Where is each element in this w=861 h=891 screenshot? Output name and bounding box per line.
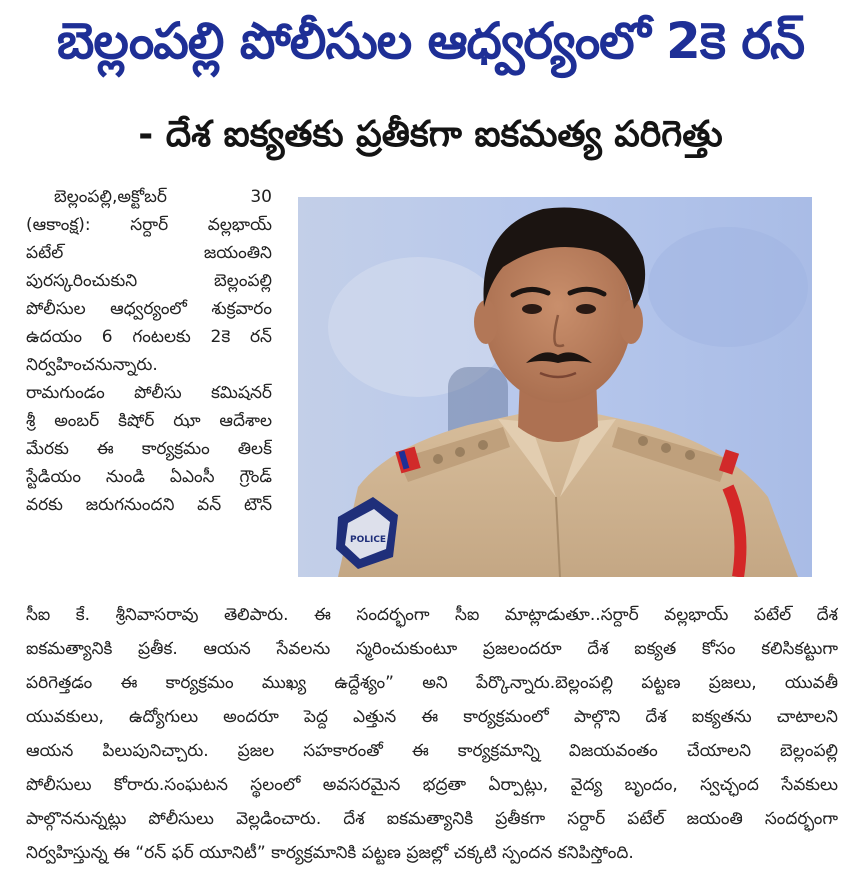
text-line: నిర్వహిస్తున్న ఈ “రన్ ఫర్ యూనిటీ” కార్యక్రమానికి పట్టణ ప్రజల్లో చక్కటి స్పందన కనిపిస్తోంది. [26, 843, 634, 863]
text-line: పోలీసుల ఆధ్వర్యంలో శుక్రవారం [26, 299, 272, 319]
text-line: మేరకు ఈ కార్యక్రమం తిలక్ [26, 439, 272, 459]
left-column-text [26, 183, 272, 519]
headline: బెల్లంపల్లి పోలీసుల ఆధ్వర్యంలో 2కె రన్ [56, 12, 805, 70]
svg-text:POLICE: POLICE [350, 535, 387, 545]
text-line: పటేల్ జయంతిని [26, 243, 272, 263]
subheadline: - దేశ ఐక్యతకు ప్రతీకగా ఐకమత్య పరిగెత్తు [138, 114, 723, 155]
text-line: పోలీసులు కోరారు.సంఘటన స్థలంలో అవసరమైన భద్రతా ఏర్పాట్లు, వైద్య బృందం, స్వచ్ఛంద సేవకులు [26, 775, 838, 795]
text-line: స్టేడియం నుండి ఏఎంసీ గ్రౌండ్ [26, 467, 272, 487]
text-line: పాల్గొననున్నట్లు పోలీసులు వెల్లడించారు. దేశ ఐకమత్యానికి ప్రతీకగా సర్దార్ పటేల్ జయంతి సందర్భంగా [26, 809, 838, 829]
text-line: ఐకమత్యానికి ప్రతీక. ఆయన సేవలను స్మరించుకుంటూ ప్రజలందరూ దేశ ఐక్యత కోసం కలిసికట్టుగా [26, 639, 838, 659]
text-line: వరకు జరుగనుందని వన్ టౌన్ [26, 495, 272, 515]
text-line: యువకులు, ఉద్యోగులు అందరూ పెద్ద ఎత్తున ఈ కార్యక్రమంలో పాల్గొని దేశ ఐక్యతను చాటాలని [26, 707, 838, 727]
officer-photo [298, 197, 812, 577]
officer-portrait [298, 197, 812, 577]
text-line: బెల్లంపల్లి,అక్టోబర్ 30 [54, 187, 272, 207]
text-line: రామగుండం పోలీసు కమిషనర్ [26, 383, 272, 403]
text-line: సీఐ కే. శ్రీనివాసరావు తెలిపారు. ఈ సందర్భంగా సీఐ మాట్లాడుతూ..సర్దార్ వల్లభాయ్ పటేల్ దేశ [26, 605, 838, 625]
text-line: ఆయన పిలుపునిచ్చారు. ప్రజల సహకారంతో ఈ కార్యక్రమాన్ని విజయవంతం చేయాలని బెల్లంపల్లి [26, 741, 838, 761]
text-line: (ఆకాంక్ష): సర్దార్ వల్లభాయ్ [26, 215, 272, 235]
text-line: ఉదయం 6 గంటలకు 2కె రన్ [26, 327, 272, 347]
text-line: నిర్వహించనున్నారు. [26, 355, 158, 375]
full-width-text [26, 598, 838, 870]
text-line: పురస్కరించుకుని బెల్లంపల్లి [26, 271, 272, 291]
text-line: పరిగెత్తడం ఈ కార్యక్రమం ముఖ్య ఉద్దేశ్యం” అని పేర్కొన్నారు.బెల్లంపల్లి పట్టణ ప్రజలు, యువతీ [26, 673, 838, 693]
text-line: శ్రీ అంబర్ కిషోర్ ఝా ఆదేశాల [26, 411, 272, 431]
